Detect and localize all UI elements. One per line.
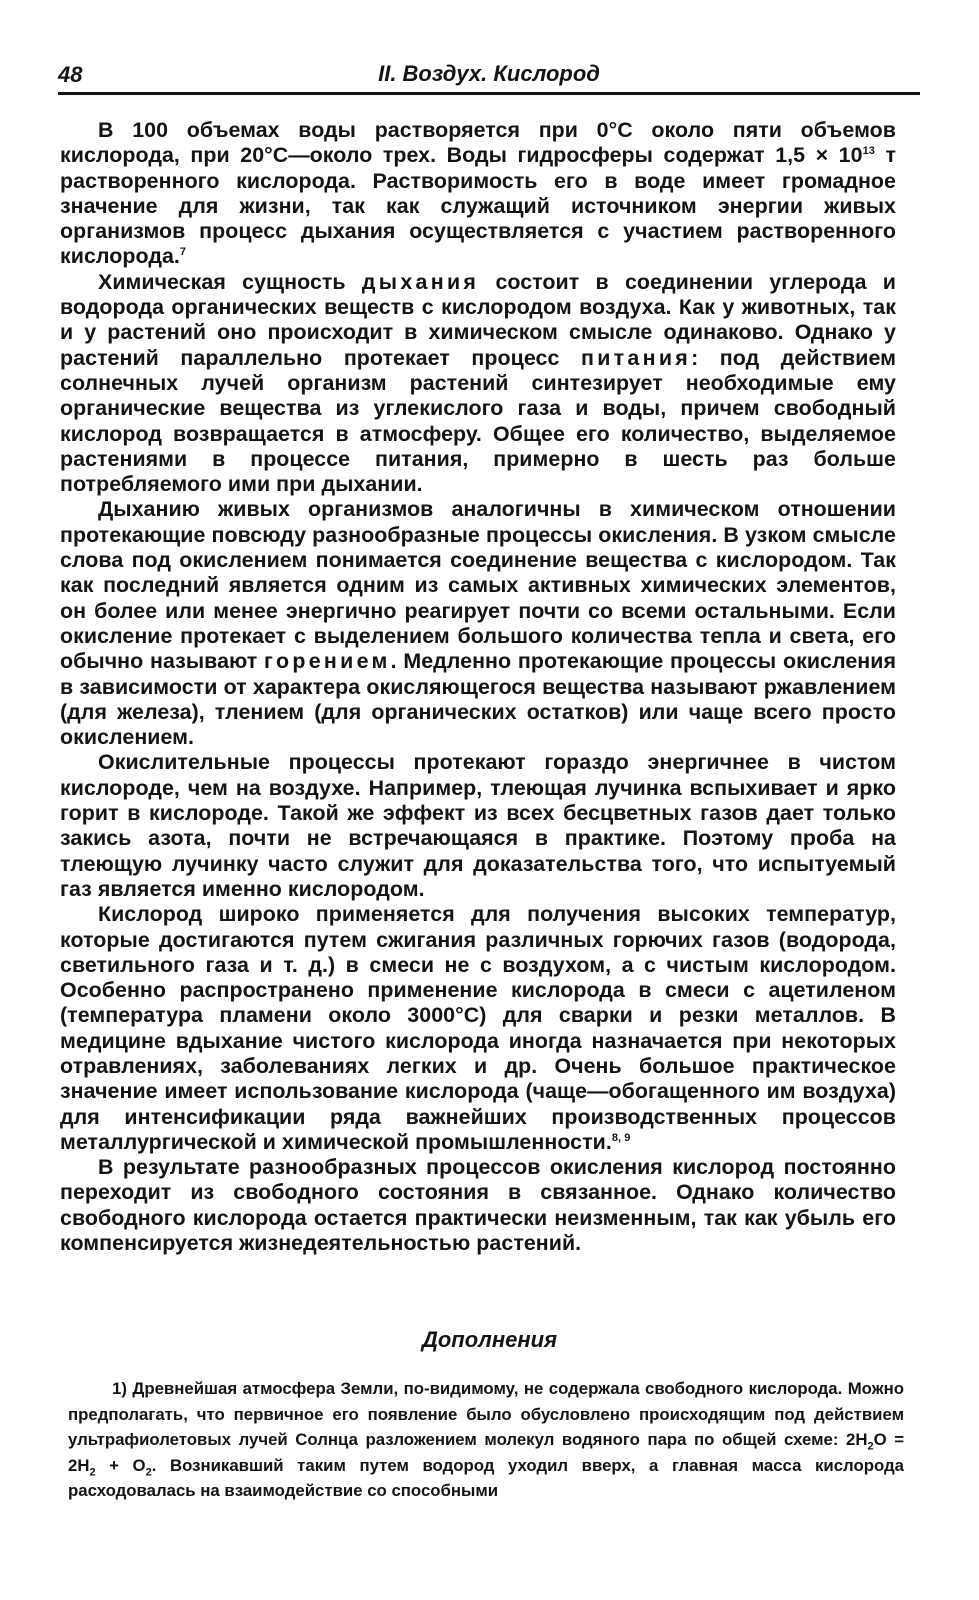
formula-part: + O	[95, 1455, 146, 1475]
exponent: 13	[862, 145, 875, 158]
running-title: II. Воздух. Кислород	[378, 61, 600, 86]
paragraph-text: Химическая сущность	[98, 269, 362, 294]
note-text: Древнейшая атмосфера Земли, по-видимому, не содержала свободного кислорода. Можно предполагать, что первичное его появление было обусловлено происходящим под действием ультрафиолетовых лучей Солнца разложением молекул водяного пара по общей схеме:	[68, 1379, 904, 1450]
paragraph-text: Кислород широко применяется для получения высоких температур, которые достигаются путем сжигания различных горючих газов (водорода, светильного газа и т. д.) в смеси не с воздухом, а с чистым кислородом. Особенно распространено применение кислорода в смеси с ацетиленом (температура пламени около 3000°С) для сварки и резки металлов. В медицине вдыхание чистого кислорода иногда назначается при некоторых отравлениях, заболеваниях легких и др. Очень большое практическое значение имеет использование кислорода (чаще—обогащенного им воздуха) для интенсификации ряда важнейших производственных процессов металлургической и химической промышленности.	[60, 902, 896, 1154]
page-number: 48	[58, 62, 83, 87]
paragraph	[60, 902, 896, 1155]
note-number: 1)	[112, 1379, 127, 1398]
supplement-note	[68, 1376, 904, 1504]
footnote-reference: 7	[179, 246, 187, 259]
formula-part: 2H	[846, 1430, 868, 1450]
emphasized-term: питания	[580, 345, 692, 370]
formula-subscript: 2	[145, 1466, 152, 1479]
emphasized-term: горением	[264, 649, 391, 674]
paragraph-text: состоит в соединении углерода и водорода органических веществ с кислородом воздуха. Как у животных, так и у растений оно происходит в химическом смысле одинаково. Однако у растений параллельно протекает процесс	[60, 269, 896, 370]
paragraph-text: : под действием солнечных лучей организм растений синтезирует необходимые ему органические вещества из углекислого газа и воды, причем свободный кислород возвращается в атмосферу. Общее его количество, выделяемое растениями в процессе питания, примерно в шесть раз больше потребляемого ими при дыхании.	[60, 345, 896, 497]
paragraph	[60, 497, 896, 750]
main-text	[60, 118, 896, 1256]
emphasized-term: дыхания	[361, 269, 480, 294]
footnote-reference: 8, 9	[611, 1131, 631, 1144]
formula-subscript: 2	[89, 1466, 96, 1479]
paragraph	[60, 118, 896, 270]
formula-part: O = 2H	[68, 1430, 905, 1475]
paragraph: Окислительные процессы протекают гораздо энергичнее в чистом кислороде, чем на воздухе. Например, тлеющая лучинка вспыхивает и ярко горит в кислороде. Такой же эффект из всех бесцветных газов дает только закись азота, почти не встречающаяся в практике. Поэтому проба на тлеющую лучинку часто служит для доказательства того, что испытуемый газ является именно кислородом.	[60, 750, 896, 901]
paragraph: В результате разнообразных процессов окисления кислород постоянно переходит из свободного состояния в связанное. Однако количество свободного кислорода остается практически неизменным, так как убыль его компенсируется жизнедеятельностью растений.	[60, 1155, 896, 1256]
formula-subscript: 2	[867, 1440, 874, 1453]
paragraph	[60, 270, 896, 498]
paragraph-text: В 100 объемах воды растворяется при 0°С около пяти объемов кислорода, при 20°С—около трех. Воды гидросферы содержат 1,5 × 10	[60, 118, 896, 168]
paragraph-text: . Медленно протекающие процессы окисления в зависимости от характера окисляющегося вещества называют ржавлением (для железа), тлением (для органических остатков) или чаще всего просто окислением.	[60, 649, 896, 750]
note-text: . Возникавший таким путем водород уходил вверх, а главная масса кислорода расходовалась на взаимодействие со способными	[68, 1455, 904, 1501]
paragraph-text: т растворенного кислорода. Растворимость его в воде имеет громадное значение для жизни, так как служащий источником энергии живых организмов процесс дыхания осуществляется с участием растворенного кислорода.	[60, 143, 896, 269]
page-header	[58, 56, 920, 95]
paragraph-text: Дыханию живых организмов аналогичны в химическом отношении протекающие повсюду разнообразные процессы окисления. В узком смысле слова под окислением понимается соединение вещества с кислородом. Так как последний является одним из самых активных химических элементов, он более или менее энергично реагирует почти со всеми остальными. Если окисление протекает с выделением большого количества тепла и света, его обычно называют	[60, 497, 896, 674]
supplement-heading: Дополнения	[421, 1327, 558, 1352]
